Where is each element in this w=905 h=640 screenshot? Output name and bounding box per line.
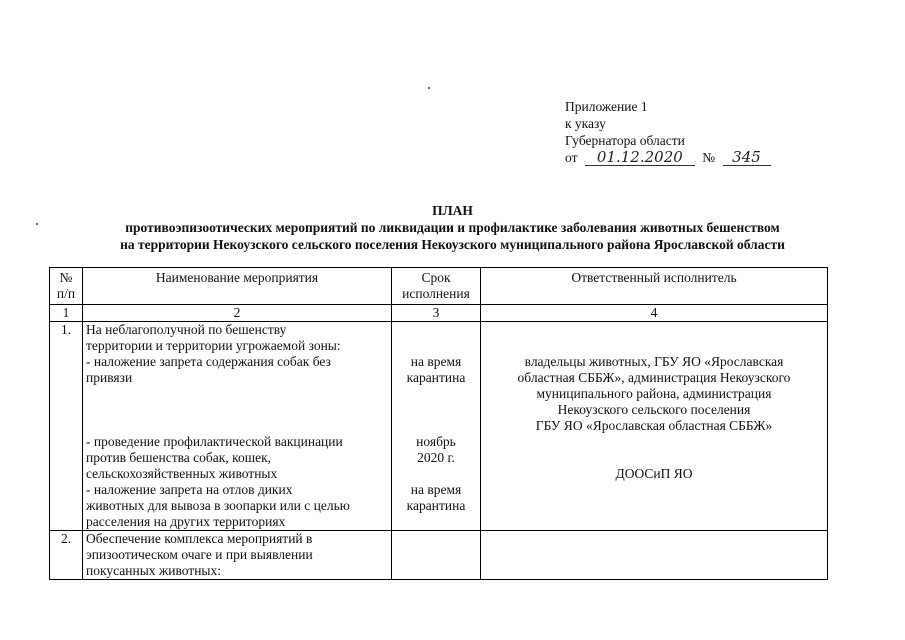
scan-speck (428, 87, 430, 89)
spacer (484, 322, 824, 354)
number-sign: № (702, 150, 716, 165)
activity-text: покусанных животных: (86, 563, 221, 578)
handwritten-date: 01.12.2020 (585, 150, 695, 166)
activity-text: На неблагополучной по бешенству (86, 322, 287, 337)
column-number: 3 (392, 305, 481, 322)
plan-heading: ПЛАН (432, 203, 473, 218)
responsible-text: Некоузского сельского поселения (557, 402, 751, 417)
column-number: 1 (50, 305, 83, 322)
table-header-row (50, 268, 828, 305)
annex-block (565, 98, 771, 166)
spacer (395, 322, 477, 354)
responsible-text: владельцы животных, ГБУ ЯО «Ярославская (524, 354, 784, 369)
term-text: 2020 г. (417, 450, 455, 465)
header-cell-name (83, 268, 392, 305)
spacer (395, 466, 477, 482)
annex-line: Приложение 1 (565, 99, 648, 114)
spacer (86, 386, 388, 434)
header-cell-responsible (481, 268, 828, 305)
column-number: 2 (83, 305, 392, 322)
term-text: карантина (406, 498, 466, 513)
activity-text: привязи (86, 370, 133, 385)
header-text: п/п (56, 286, 76, 301)
responsible-cell (481, 322, 828, 531)
plan-subtitle-2: на территории Некоузского сельского поселения Некоузского муниципального района Ярославской области (120, 237, 785, 252)
header-text: исполнения (402, 286, 470, 301)
activity-text: расселения на других территориях (86, 514, 286, 529)
header-text: Срок (421, 270, 451, 285)
header-text: Наименование мероприятия (155, 270, 319, 285)
plan-subtitle: противоэпизоотических мероприятий по ликвидации и профилактике заболевания животных бешенством (125, 220, 780, 235)
activity-text: - проведение профилактической вакцинации (86, 434, 343, 449)
annex-line: к указу (565, 116, 606, 131)
spacer (484, 434, 824, 466)
term-text: ноябрь (416, 434, 456, 449)
header-cell-term (392, 268, 481, 305)
activity-text: против бешенства собак, кошек, (86, 450, 272, 465)
term-text: карантина (406, 370, 466, 385)
activity-text: - наложение запрета на отлов диких (86, 482, 293, 497)
from-label: от (565, 150, 578, 165)
spacer (395, 386, 477, 434)
plan-table (49, 267, 828, 580)
annex-line: Губернатора области (565, 133, 685, 148)
activity-text: территории и территории угрожаемой зоны: (86, 338, 341, 353)
table-row (50, 322, 828, 531)
row-number: 1. (50, 322, 83, 531)
activity-text: - наложение запрета содержания собак без (86, 354, 331, 369)
responsible-text: ГБУ ЯО «Ярославская областная СББЖ» (535, 418, 773, 433)
responsible-text: муниципального района, администрация (536, 386, 772, 401)
activity-text: Обеспечение комплекса мероприятий в (86, 531, 313, 546)
responsible-cell (481, 531, 828, 580)
annex-date-line (565, 149, 771, 166)
header-text: № (59, 270, 73, 285)
activity-text: сельскохозяйственных животных (86, 466, 278, 481)
column-number-row (50, 305, 828, 322)
header-text: Ответственный исполнитель (571, 270, 737, 285)
table-row (50, 531, 828, 580)
handwritten-number: 345 (723, 150, 771, 166)
term-text: на время (410, 354, 462, 369)
activity-text: эпизоотическом очаге и при выявлении (86, 547, 313, 562)
activity-text: животных для вывоза в зоопарки или с целью (86, 498, 350, 513)
spacer (484, 482, 824, 498)
header-cell-num (50, 268, 83, 305)
responsible-text: ДООСиП ЯО (615, 466, 693, 481)
term-cell (392, 531, 481, 580)
term-cell (392, 322, 481, 531)
term-text: на время (410, 482, 462, 497)
column-number: 4 (481, 305, 828, 322)
activity-cell (83, 531, 392, 580)
activity-cell (83, 322, 392, 531)
responsible-text: областная СББЖ», администрация Некоузского (517, 370, 791, 385)
row-number: 2. (50, 531, 83, 580)
